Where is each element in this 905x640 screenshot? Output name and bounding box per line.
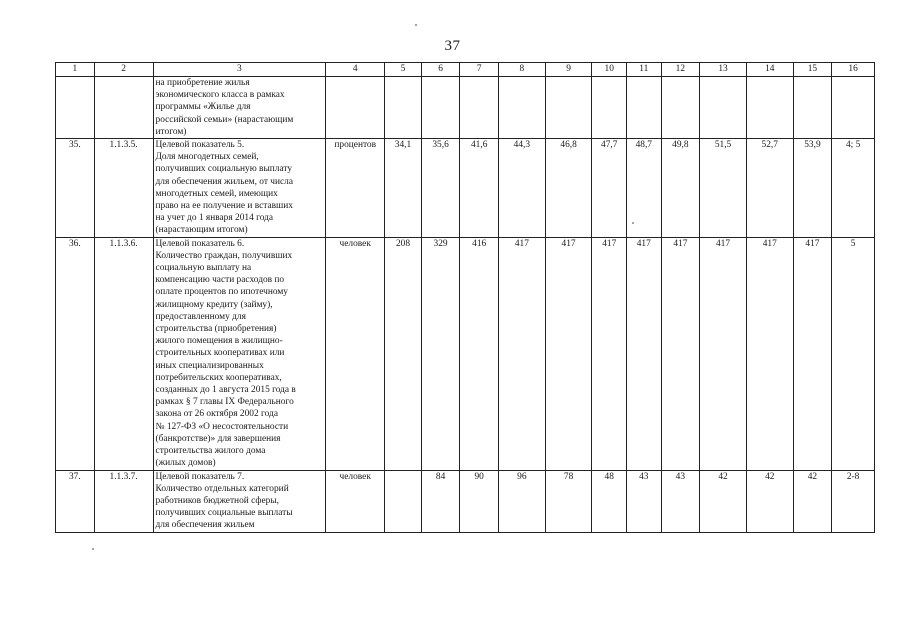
- column-header: 2: [94, 63, 153, 77]
- value-cell: [421, 77, 460, 139]
- value-cell: 417: [545, 237, 592, 470]
- value-cell: 34,1: [385, 139, 422, 238]
- value-cell: 417: [700, 237, 747, 470]
- table-row-37: [56, 470, 875, 532]
- value-cell: [385, 470, 422, 532]
- value-cell: 42: [700, 470, 747, 532]
- row-number: [56, 77, 95, 139]
- value-cell: [627, 77, 662, 139]
- value-cell: 53,9: [793, 139, 832, 238]
- column-header: 4: [326, 63, 385, 77]
- page-number: 37: [444, 38, 461, 54]
- value-cell: 52,7: [746, 139, 793, 238]
- indicators-table: [55, 62, 875, 533]
- column-header: 1: [56, 63, 95, 77]
- row-number: 36.: [56, 237, 95, 470]
- row-reference: 2-8: [832, 470, 875, 532]
- value-cell: 49,8: [661, 139, 700, 238]
- value-cell: 417: [498, 237, 545, 470]
- column-header: 9: [545, 63, 592, 77]
- value-cell: 416: [460, 237, 499, 470]
- row-unit: человек: [326, 470, 385, 532]
- value-cell: [661, 77, 700, 139]
- row-description: Целевой показатель 7. Количество отдельных категорий работников бюджетной сферы, получивших социальные выплаты для обеспечения жильем: [153, 470, 326, 532]
- column-header: 6: [421, 63, 460, 77]
- value-cell: 51,5: [700, 139, 747, 238]
- column-header: 14: [746, 63, 793, 77]
- value-cell: 78: [545, 470, 592, 532]
- value-cell: 329: [421, 237, 460, 470]
- value-cell: 42: [793, 470, 832, 532]
- value-cell: [700, 77, 747, 139]
- row-unit: человек: [326, 237, 385, 470]
- value-cell: 42: [746, 470, 793, 532]
- row-code: 1.1.3.7.: [94, 470, 153, 532]
- row-unit: [326, 77, 385, 139]
- value-cell: 90: [460, 470, 499, 532]
- value-cell: [460, 77, 499, 139]
- scan-speck: [632, 222, 634, 224]
- column-header: 16: [832, 63, 875, 77]
- column-header: 5: [385, 63, 422, 77]
- value-cell: 41,6: [460, 139, 499, 238]
- row-code: [94, 77, 153, 139]
- value-cell: 46,8: [545, 139, 592, 238]
- column-header: 15: [793, 63, 832, 77]
- row-code: 1.1.3.6.: [94, 237, 153, 470]
- column-header: 13: [700, 63, 747, 77]
- row-unit: процентов: [326, 139, 385, 238]
- value-cell: [746, 77, 793, 139]
- row-code: 1.1.3.5.: [94, 139, 153, 238]
- row-reference: 4; 5: [832, 139, 875, 238]
- table-row-35: [56, 139, 875, 238]
- column-number-row: [56, 63, 875, 77]
- row-number: 35.: [56, 139, 95, 238]
- value-cell: 35,6: [421, 139, 460, 238]
- row-reference: [832, 77, 875, 139]
- value-cell: 417: [661, 237, 700, 470]
- column-header: 11: [627, 63, 662, 77]
- value-cell: 417: [746, 237, 793, 470]
- value-cell: 43: [661, 470, 700, 532]
- value-cell: 84: [421, 470, 460, 532]
- scan-speck: [415, 24, 417, 26]
- column-header: 3: [153, 63, 326, 77]
- scan-speck: [92, 548, 94, 550]
- column-header: 7: [460, 63, 499, 77]
- value-cell: 43: [627, 470, 662, 532]
- table-row-continuation: [56, 77, 875, 139]
- value-cell: 417: [592, 237, 627, 470]
- value-cell: 208: [385, 237, 422, 470]
- column-header: 8: [498, 63, 545, 77]
- value-cell: 44,3: [498, 139, 545, 238]
- value-cell: 48: [592, 470, 627, 532]
- value-cell: 47,7: [592, 139, 627, 238]
- row-description: на приобретение жилья экономического класса в рамках программы «Жилье для российской семьи» (нарастающим итогом): [153, 77, 326, 139]
- column-header: 10: [592, 63, 627, 77]
- value-cell: [793, 77, 832, 139]
- value-cell: [498, 77, 545, 139]
- row-reference: 5: [832, 237, 875, 470]
- table-row-36: [56, 237, 875, 470]
- value-cell: [592, 77, 627, 139]
- column-header: 12: [661, 63, 700, 77]
- value-cell: 96: [498, 470, 545, 532]
- row-description: Целевой показатель 5. Доля многодетных семей, получивших социальную выплату для обеспечения жильем, от числа многодетных семей, имеющих право на ее получение и вставших на учет до 1 января 2014 года (нарастающим итогом): [153, 139, 326, 238]
- value-cell: 417: [627, 237, 662, 470]
- value-cell: 417: [793, 237, 832, 470]
- value-cell: [545, 77, 592, 139]
- value-cell: 48,7: [627, 139, 662, 238]
- row-number: 37.: [56, 470, 95, 532]
- row-description: Целевой показатель 6. Количество граждан, получивших социальную выплату на компенсацию части расходов по оплате процентов по ипотечному жилищному кредиту (займу), предоставленному для строительства (приобретения) жилого помещения в жилищно- строительных кооперативах или иных специализированных потребительских кооперативах, созданных до 1 августа 2015 года в рамках § 7 главы IX Федерального закона от 26 октября 2002 года № 127-ФЗ «О несостоятельности (банкротстве)» для завершения строительства жилого дома (жилых домов): [153, 237, 326, 470]
- value-cell: [385, 77, 422, 139]
